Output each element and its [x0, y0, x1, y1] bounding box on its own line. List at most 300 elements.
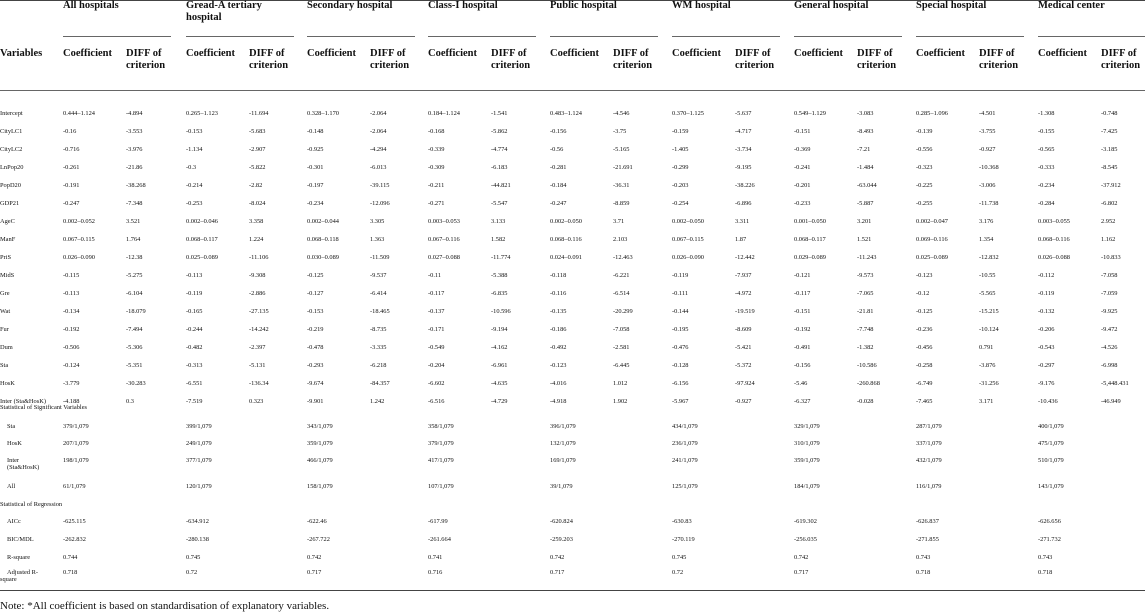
diff-cell: -8.735 — [370, 326, 387, 333]
table-bottom-rule — [0, 590, 1145, 591]
coef-cell: -0.369 — [794, 146, 811, 153]
row-label: Inter (Sta&HosK) — [7, 457, 40, 472]
coef-cell: -0.299 — [672, 164, 689, 171]
diff-cell: -4.717 — [735, 128, 752, 135]
coef-cell: -10.436 — [1038, 398, 1058, 405]
stat-cell: -267.722 — [307, 536, 330, 543]
diff-cell: 3.305 — [370, 218, 385, 225]
row-label: Inter (Sta&HosK) — [0, 398, 46, 405]
coef-cell: -0.156 — [794, 362, 811, 369]
diff-cell: 3.71 — [613, 218, 625, 225]
diff-cell: -5.306 — [126, 344, 143, 351]
diff-cell: -4.294 — [370, 146, 387, 153]
coef-cell: -0.117 — [428, 290, 445, 297]
variables-header: Variables — [0, 48, 43, 59]
diff-cell: -21.81 — [857, 308, 874, 315]
diff-cell: -7.059 — [1101, 290, 1118, 297]
coef-cell: -0.56 — [550, 146, 564, 153]
coefficient-header: Coefficient — [550, 48, 599, 59]
group-underline — [794, 36, 902, 37]
coef-cell: -0.211 — [428, 182, 445, 189]
count-cell: 132/1,079 — [550, 440, 576, 447]
coef-cell: -0.121 — [794, 272, 811, 279]
row-label: PriS — [0, 254, 12, 261]
coef-cell: -6.749 — [916, 380, 933, 387]
diff-cell: -12.442 — [735, 254, 755, 261]
diff-cell: -3.083 — [857, 110, 874, 117]
diff-cell: -10.368 — [979, 164, 999, 171]
stat-cell: -630.83 — [672, 518, 692, 525]
diff-cell: -46.949 — [1101, 398, 1121, 405]
count-cell: 207/1,079 — [63, 440, 89, 447]
diff-cell: 0.323 — [249, 398, 264, 405]
coef-cell: 0.370–1.125 — [672, 110, 704, 117]
diff-cell: -12.38 — [126, 254, 143, 261]
stat-cell: -620.824 — [550, 518, 573, 525]
diff-cell: -3.75 — [613, 128, 627, 135]
coef-cell: -0.148 — [307, 128, 324, 135]
coef-cell: -0.492 — [550, 344, 567, 351]
stat-cell: -280.138 — [186, 536, 209, 543]
coef-cell: -0.281 — [550, 164, 567, 171]
row-label: R-square — [7, 554, 31, 561]
coefficient-header: Coefficient — [428, 48, 477, 59]
diff-cell: -4.501 — [979, 110, 996, 117]
coef-cell: -0.16 — [63, 128, 77, 135]
diff-cell: 1.224 — [249, 236, 264, 243]
coef-cell: -0.156 — [550, 128, 567, 135]
stat-cell: -271.732 — [1038, 536, 1061, 543]
coef-cell: -0.716 — [63, 146, 80, 153]
row-label: CityLC2 — [0, 146, 23, 153]
coef-cell: -0.219 — [307, 326, 324, 333]
diff-cell: -4.635 — [491, 380, 508, 387]
coef-cell: -0.233 — [794, 200, 811, 207]
coef-cell: -4.188 — [63, 398, 80, 405]
count-cell: 241/1,079 — [672, 457, 698, 464]
coefficient-header: Coefficient — [916, 48, 965, 59]
coef-cell: -1.405 — [672, 146, 689, 153]
diff-cell: 3.521 — [126, 218, 141, 225]
count-cell: 434/1,079 — [672, 423, 698, 430]
diff-cell: -1.541 — [491, 110, 508, 117]
coef-cell: 0.026–0.090 — [63, 254, 95, 261]
count-cell: 396/1,079 — [550, 423, 576, 430]
diff-cell: -7.21 — [857, 146, 871, 153]
diff-cell: -5.822 — [249, 164, 266, 171]
coef-cell: -0.333 — [1038, 164, 1055, 171]
count-cell: 400/1,079 — [1038, 423, 1064, 430]
coef-cell: -0.925 — [307, 146, 324, 153]
coef-cell: -0.139 — [916, 128, 933, 135]
coef-cell: -6.516 — [428, 398, 445, 405]
coef-cell: -0.284 — [1038, 200, 1055, 207]
coef-cell: 0.025–0.089 — [916, 254, 948, 261]
diff-cell: -2.581 — [613, 344, 630, 351]
diff-cell: 0.3 — [126, 398, 134, 405]
diff-cell: -6.802 — [1101, 200, 1118, 207]
row-label: Intercept — [0, 110, 23, 117]
diff-cell: -6.104 — [126, 290, 143, 297]
group-header: Medical center — [1038, 0, 1105, 11]
diff-cell: -2.064 — [370, 110, 387, 117]
diff-cell: -39.115 — [370, 182, 390, 189]
diff-cell: -36.31 — [613, 182, 630, 189]
diff-criterion-header: DIFF of criterion — [1101, 48, 1141, 71]
diff-cell: -27.135 — [249, 308, 269, 315]
coef-cell: -0.297 — [1038, 362, 1055, 369]
count-cell: 337/1,079 — [916, 440, 942, 447]
count-cell: 184/1,079 — [794, 483, 820, 490]
diff-cell: -5.131 — [249, 362, 266, 369]
row-label: CityLC1 — [0, 128, 23, 135]
group-header: WM hospital — [672, 0, 731, 11]
coef-cell: -0.153 — [186, 128, 203, 135]
diff-cell: -7.937 — [735, 272, 752, 279]
row-label: MidS — [0, 272, 15, 279]
diff-criterion-header: DIFF of criterion — [126, 48, 166, 71]
group-header: General hospital — [794, 0, 869, 11]
coef-cell: -0.203 — [672, 182, 689, 189]
coef-cell: 0.069–0.116 — [916, 236, 948, 243]
diff-cell: -4.546 — [613, 110, 630, 117]
diff-cell: -5.388 — [491, 272, 508, 279]
diff-cell: -8.545 — [1101, 164, 1118, 171]
diff-cell: -14.242 — [249, 326, 269, 333]
coef-cell: 0.002–0.050 — [672, 218, 704, 225]
diff-cell: -5.351 — [126, 362, 143, 369]
diff-cell: -30.283 — [126, 380, 146, 387]
group-header: Class-I hospital — [428, 0, 498, 11]
diff-cell: -7.058 — [613, 326, 630, 333]
coef-cell: -0.253 — [186, 200, 203, 207]
diff-cell: -8.024 — [249, 200, 266, 207]
row-label: Gre — [0, 290, 10, 297]
diff-cell: -5.547 — [491, 200, 508, 207]
row-label: HosK — [0, 380, 15, 387]
diff-cell: 1.582 — [491, 236, 506, 243]
diff-cell: 0.791 — [979, 344, 994, 351]
coef-cell: -7.519 — [186, 398, 203, 405]
coef-cell: -0.255 — [916, 200, 933, 207]
coef-cell: -0.186 — [550, 326, 567, 333]
stat-cell: 0.741 — [428, 554, 443, 561]
group-underline — [916, 36, 1024, 37]
coef-cell: -0.241 — [794, 164, 811, 171]
diff-cell: 3.311 — [735, 218, 750, 225]
stat-cell: 0.716 — [428, 569, 443, 576]
count-cell: 359/1,079 — [307, 440, 333, 447]
diff-cell: -44.821 — [491, 182, 511, 189]
diff-cell: 1.162 — [1101, 236, 1116, 243]
coef-cell: -3.779 — [63, 380, 80, 387]
coef-cell: -0.3 — [186, 164, 197, 171]
diff-cell: -6.896 — [735, 200, 752, 207]
coef-cell: -1.134 — [186, 146, 203, 153]
count-cell: 475/1,079 — [1038, 440, 1064, 447]
group-header: All hospitals — [63, 0, 119, 11]
diff-cell: -11.243 — [857, 254, 877, 261]
coef-cell: -0.565 — [1038, 146, 1055, 153]
coef-cell: -0.125 — [916, 308, 933, 315]
diff-cell: 1.764 — [126, 236, 141, 243]
count-cell: 417/1,079 — [428, 457, 454, 464]
group-underline — [63, 36, 171, 37]
diff-cell: -6.961 — [491, 362, 508, 369]
coef-cell: -0.117 — [794, 290, 811, 297]
coef-cell: 0.001–0.050 — [794, 218, 826, 225]
diff-cell: 2.952 — [1101, 218, 1116, 225]
stat-cell: 0.717 — [794, 569, 809, 576]
diff-cell: 3.358 — [249, 218, 264, 225]
diff-cell: -0.028 — [857, 398, 874, 405]
count-cell: 343/1,079 — [307, 423, 333, 430]
diff-cell: -6.013 — [370, 164, 387, 171]
count-cell: 432/1,079 — [916, 457, 942, 464]
group-underline — [307, 36, 415, 37]
diff-cell: -18.079 — [126, 308, 146, 315]
diff-cell: 2.103 — [613, 236, 628, 243]
coef-cell: -0.113 — [63, 290, 80, 297]
diff-cell: -6.445 — [613, 362, 630, 369]
diff-cell: -15.215 — [979, 308, 999, 315]
diff-cell: -2.397 — [249, 344, 266, 351]
coef-cell: -7.465 — [916, 398, 933, 405]
coefficient-header: Coefficient — [186, 48, 235, 59]
group-header: Gread-A tertiary hospital — [186, 0, 262, 23]
diff-cell: 1.521 — [857, 236, 872, 243]
row-label: PopD20 — [0, 182, 21, 189]
count-cell: 169/1,079 — [550, 457, 576, 464]
coef-cell: 0.328–1.170 — [307, 110, 339, 117]
coef-cell: -0.247 — [63, 200, 80, 207]
count-cell: 510/1,079 — [1038, 457, 1064, 464]
coef-cell: -0.118 — [550, 272, 567, 279]
stat-cell: 0.72 — [672, 569, 684, 576]
diff-cell: -8.609 — [735, 326, 752, 333]
stat-cell: 0.718 — [916, 569, 931, 576]
diff-cell: -19.519 — [735, 308, 755, 315]
coef-cell: -0.236 — [916, 326, 933, 333]
coef-cell: 0.068–0.117 — [186, 236, 218, 243]
count-cell: 249/1,079 — [186, 440, 212, 447]
diff-cell: -5.637 — [735, 110, 752, 117]
coef-cell: -6.327 — [794, 398, 811, 405]
diff-cell: -6.514 — [613, 290, 630, 297]
diff-cell: -136.34 — [249, 380, 269, 387]
row-label: GDP21 — [0, 200, 20, 207]
count-cell: 198/1,079 — [63, 457, 89, 464]
diff-cell: -9.573 — [857, 272, 874, 279]
coef-cell: -0.151 — [794, 128, 811, 135]
count-cell: 399/1,079 — [186, 423, 212, 430]
stat-cell: 0.743 — [916, 554, 931, 561]
row-label: Wat — [0, 308, 11, 315]
coef-cell: -4.016 — [550, 380, 567, 387]
count-cell: 120/1,079 — [186, 483, 212, 490]
coef-cell: -9.901 — [307, 398, 324, 405]
diff-criterion-header: DIFF of criterion — [735, 48, 775, 71]
coef-cell: -9.176 — [1038, 380, 1055, 387]
coef-cell: 0.026–0.088 — [1038, 254, 1070, 261]
coef-cell: -0.309 — [428, 164, 445, 171]
diff-cell: -2.907 — [249, 146, 266, 153]
diff-cell: -6.183 — [491, 164, 508, 171]
row-label: AgeC — [0, 218, 15, 225]
diff-cell: -9.308 — [249, 272, 266, 279]
stat-cell: 0.718 — [63, 569, 78, 576]
diff-cell: 1.354 — [979, 236, 994, 243]
coef-cell: -0.234 — [307, 200, 324, 207]
stat-cell: -634.912 — [186, 518, 209, 525]
diff-cell: -12.832 — [979, 254, 999, 261]
diff-cell: -3.335 — [370, 344, 387, 351]
group-underline — [672, 36, 780, 37]
diff-cell: -6.414 — [370, 290, 387, 297]
row-label: HosK — [7, 440, 22, 447]
diff-cell: -2.064 — [370, 128, 387, 135]
coef-cell: -0.159 — [672, 128, 689, 135]
stat-cell: -619.302 — [794, 518, 817, 525]
coef-cell: -0.112 — [1038, 272, 1055, 279]
coef-cell: -0.478 — [307, 344, 324, 351]
coef-cell: -0.247 — [550, 200, 567, 207]
diff-cell: -1.382 — [857, 344, 874, 351]
coef-cell: 0.002–0.044 — [307, 218, 339, 225]
coef-cell: -0.491 — [794, 344, 811, 351]
coef-cell: -0.124 — [63, 362, 80, 369]
diff-criterion-header: DIFF of criterion — [979, 48, 1019, 71]
stat-cell: 0.745 — [672, 554, 687, 561]
diff-cell: -4.526 — [1101, 344, 1118, 351]
diff-cell: -10.55 — [979, 272, 996, 279]
coef-cell: -0.543 — [1038, 344, 1055, 351]
stat-cell: -626.656 — [1038, 518, 1061, 525]
coefficient-header: Coefficient — [307, 48, 356, 59]
diff-cell: -7.348 — [126, 200, 143, 207]
coef-cell: 0.025–0.089 — [186, 254, 218, 261]
diff-cell: -5.372 — [735, 362, 752, 369]
diff-cell: -5,448.431 — [1101, 380, 1129, 387]
diff-cell: -6.218 — [370, 362, 387, 369]
coef-cell: 0.002–0.047 — [916, 218, 948, 225]
diff-cell: -9.537 — [370, 272, 387, 279]
stat-cell: -259.203 — [550, 536, 573, 543]
coef-cell: -0.261 — [63, 164, 80, 171]
coefficient-header: Coefficient — [1038, 48, 1087, 59]
count-cell: 379/1,079 — [428, 440, 454, 447]
stat-cell: -617.99 — [428, 518, 448, 525]
coef-cell: -0.113 — [186, 272, 203, 279]
coef-cell: -0.127 — [307, 290, 324, 297]
diff-cell: -21.691 — [613, 164, 633, 171]
count-cell: 143/1,079 — [1038, 483, 1064, 490]
diff-cell: -0.927 — [735, 398, 752, 405]
coef-cell: -6.551 — [186, 380, 203, 387]
count-cell: 158/1,079 — [307, 483, 333, 490]
coef-cell: -0.191 — [63, 182, 80, 189]
count-cell: 287/1,079 — [916, 423, 942, 430]
diff-cell: -11.774 — [491, 254, 511, 261]
diff-cell: 1.87 — [735, 236, 747, 243]
coef-cell: 0.002–0.050 — [550, 218, 582, 225]
diff-cell: 1.363 — [370, 236, 385, 243]
diff-cell: -2.886 — [249, 290, 266, 297]
coef-cell: 0.068–0.116 — [550, 236, 582, 243]
diff-cell: -12.096 — [370, 200, 390, 207]
coef-cell: -0.119 — [672, 272, 689, 279]
diff-criterion-header: DIFF of criterion — [857, 48, 897, 71]
diff-cell: -10.124 — [979, 326, 999, 333]
coef-cell: 0.002–0.046 — [186, 218, 218, 225]
diff-cell: -31.256 — [979, 380, 999, 387]
table-note: Note: *All coefficient is based on standardisation of explanatory variables. — [0, 600, 330, 612]
coef-cell: -0.116 — [550, 290, 567, 297]
row-label: Sta — [0, 362, 9, 369]
stat-cell: 0.742 — [550, 554, 565, 561]
coef-cell: -0.201 — [794, 182, 811, 189]
diff-cell: -9.195 — [735, 164, 752, 171]
diff-cell: 1.242 — [370, 398, 385, 405]
diff-criterion-header: DIFF of criterion — [613, 48, 653, 71]
coef-cell: 0.549–1.129 — [794, 110, 826, 117]
diff-cell: -3.553 — [126, 128, 143, 135]
coef-cell: -0.137 — [428, 308, 445, 315]
coef-cell: 0.027–0.088 — [428, 254, 460, 261]
diff-cell: -10.596 — [491, 308, 511, 315]
coef-cell: -0.165 — [186, 308, 203, 315]
diff-cell: -5.683 — [249, 128, 266, 135]
diff-cell: -6.835 — [491, 290, 508, 297]
count-cell: 466/1,079 — [307, 457, 333, 464]
diff-cell: -7.065 — [857, 290, 874, 297]
count-cell: 310/1,079 — [794, 440, 820, 447]
diff-criterion-header: DIFF of criterion — [249, 48, 289, 71]
diff-cell: 3.201 — [857, 218, 872, 225]
stat-cell: -625.115 — [63, 518, 86, 525]
diff-cell: -4.774 — [491, 146, 508, 153]
diff-cell: -38.268 — [126, 182, 146, 189]
coef-cell: -0.258 — [916, 362, 933, 369]
coef-cell: -0.132 — [1038, 308, 1055, 315]
coef-cell: 0.068–0.116 — [1038, 236, 1070, 243]
stat-cell: -622.46 — [307, 518, 327, 525]
coef-cell: -0.323 — [916, 164, 933, 171]
diff-cell: -4.894 — [126, 110, 143, 117]
coef-cell: -6.156 — [672, 380, 689, 387]
stat-cell: -626.837 — [916, 518, 939, 525]
coef-cell: -0.11 — [428, 272, 442, 279]
section-regression: Statistical of Regression — [0, 501, 63, 508]
diff-cell: -9.194 — [491, 326, 508, 333]
stat-cell: -261.664 — [428, 536, 451, 543]
coef-cell: 0.068–0.117 — [794, 236, 826, 243]
coef-cell: -0.115 — [63, 272, 80, 279]
diff-cell: -5.862 — [491, 128, 508, 135]
diff-cell: -5.565 — [979, 290, 996, 297]
diff-cell: -2.82 — [249, 182, 263, 189]
coef-cell: -0.123 — [916, 272, 933, 279]
coef-cell: -0.134 — [63, 308, 80, 315]
coef-cell: -0.119 — [186, 290, 203, 297]
row-label: Sta — [7, 423, 16, 430]
coef-cell: -1.308 — [1038, 110, 1055, 117]
coef-cell: 0.003–0.053 — [428, 218, 460, 225]
diff-cell: -5.275 — [126, 272, 143, 279]
coef-cell: -0.506 — [63, 344, 80, 351]
coef-cell: -0.125 — [307, 272, 324, 279]
stat-cell: 0.742 — [794, 554, 809, 561]
